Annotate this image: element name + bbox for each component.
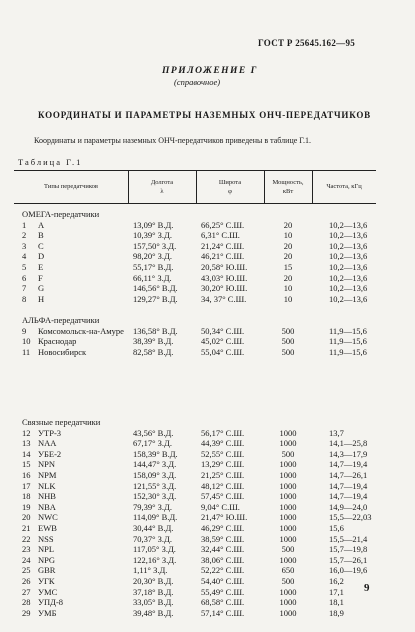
frequency-value: 14,7—19,4 [329, 480, 368, 491]
power-value: 500 [281, 448, 295, 459]
transmitter-name: A [38, 219, 45, 230]
row-number: 17 [22, 480, 31, 491]
power-value: 500 [281, 576, 295, 586]
latitude-value: 9,04° С.Ш. [201, 501, 240, 512]
row-number: 12 [22, 427, 31, 438]
power-value: 1000 [279, 438, 297, 449]
transmitter-name: B [38, 230, 44, 241]
intro-text: Координаты и параметры наземных ОНЧ-передатчиков приведены в таблице Г.1. [34, 136, 311, 145]
power-value: 500 [281, 346, 295, 357]
longitude-value: 79,39° З.Д. [133, 501, 172, 512]
longitude-value: 157,50° З.Д. [133, 240, 177, 251]
appendix-title: ПРИЛОЖЕНИЕ Г [162, 66, 258, 76]
row-number: 8 [22, 293, 27, 304]
latitude-value: 55,04° С.Ш. [201, 346, 245, 357]
transmitter-name: NLK [38, 480, 56, 491]
latitude-value: 45,02° С.Ш. [201, 336, 245, 347]
power-value: 20 [283, 251, 293, 262]
frequency-value: 15,6 [329, 523, 344, 533]
power-value: 500 [281, 336, 295, 347]
latitude-value: 57,45° С.Ш. [201, 491, 245, 502]
frequency-value: 10,2—13,6 [329, 251, 368, 262]
power-value: 10 [283, 293, 293, 304]
longitude-value: 55,17° В.Д. [133, 262, 174, 272]
longitude-value: 136,58° В.Д. [133, 325, 178, 336]
transmitter-name: NSS [38, 533, 54, 544]
frequency-value: 16,0—19,6 [329, 565, 368, 576]
latitude-value: 43,03° Ю.Ш. [201, 272, 248, 283]
transmitter-name: C [38, 240, 44, 251]
latitude-value: 46,29° С.Ш. [201, 523, 245, 533]
longitude-value: 121,55° З.Д. [133, 480, 177, 491]
standard-header: ГОСТ Р 25645.162—95 [258, 38, 356, 48]
transmitter-name: H [38, 293, 45, 304]
longitude-value: 30,44° В.Д. [133, 523, 174, 533]
longitude-value: 66,11° З.Д. [133, 272, 172, 283]
longitude-value: 144,47° З.Д. [133, 459, 177, 470]
frequency-value: 10,2—13,6 [329, 272, 368, 283]
col-header-type: Типы передатчиков [44, 183, 98, 190]
longitude-value: 152,30° З.Д. [133, 491, 177, 502]
latitude-value: 68,58° С.Ш. [201, 597, 245, 608]
latitude-value: 52,55° С.Ш. [201, 448, 245, 459]
group-heading: АЛЬФА-передатчики [22, 315, 100, 325]
transmitter-name: УБЕ-2 [38, 448, 62, 459]
frequency-value: 11,9—15,6 [329, 336, 367, 347]
col-header-power-unit: кВт [282, 188, 294, 195]
power-value: 20 [283, 240, 293, 251]
latitude-value: 48,12° С.Ш. [201, 480, 245, 491]
frequency-value: 10,2—13,6 [329, 230, 368, 241]
latitude-value: 38,59° С.Ш. [201, 533, 245, 544]
transmitter-name: F [38, 272, 43, 283]
transmitter-name: Комсомольск-на-Амуре [38, 325, 124, 336]
transmitter-name: NAA [38, 438, 57, 449]
frequency-value: 14,1—25,8 [329, 438, 368, 449]
row-number: 25 [22, 565, 31, 576]
transmitter-name: УМБ [38, 607, 57, 618]
power-value: 15 [283, 262, 293, 272]
longitude-value: 82,58° В.Д. [133, 346, 174, 357]
latitude-value: 66,25° С.Ш. [201, 219, 245, 230]
frequency-value: 14,7—19,4 [329, 491, 368, 502]
longitude-value: 10,39° З.Д. [133, 230, 172, 241]
longitude-value: 114,09° В.Д. [133, 512, 178, 523]
transmitter-name: NPN [38, 459, 56, 470]
table-label: Таблица Г.1 [18, 157, 83, 167]
transmitter-name: УГК [38, 576, 55, 586]
row-number: 2 [22, 230, 27, 241]
frequency-value: 10,2—13,6 [329, 240, 368, 251]
latitude-value: 21,47° Ю.Ш. [201, 512, 248, 523]
frequency-value: 14,7—19,4 [329, 459, 368, 470]
latitude-value: 44,39° С.Ш. [201, 438, 245, 449]
power-value: 1000 [279, 533, 297, 544]
power-value: 1000 [279, 480, 297, 491]
latitude-value: 34, 37° С.Ш. [201, 293, 247, 304]
latitude-value: 6,31° С.Ш. [201, 230, 240, 241]
frequency-value: 10,2—13,6 [329, 293, 368, 304]
frequency-value: 14,3—17,9 [329, 448, 368, 459]
latitude-value: 46,21° С.Ш. [201, 251, 245, 262]
power-value: 20 [283, 219, 293, 230]
frequency-value: 11,9—15,6 [329, 346, 367, 357]
table-header-rule [14, 203, 376, 204]
page-number: 9 [364, 582, 370, 594]
row-number: 16 [22, 470, 31, 480]
row-number: 18 [22, 491, 31, 502]
power-value: 10 [283, 230, 293, 241]
transmitter-name: NWC [38, 512, 58, 523]
latitude-value: 50,34° С.Ш. [201, 325, 245, 336]
latitude-value: 21,25° С.Ш. [201, 470, 245, 480]
longitude-value: 13,09° В.Д. [133, 219, 174, 230]
col-header-longitude-symbol: λ [160, 188, 164, 195]
row-number: 5 [22, 262, 27, 272]
transmitter-name: E [38, 262, 44, 272]
frequency-value: 17,1 [329, 586, 344, 597]
row-number: 28 [22, 597, 31, 608]
power-value: 650 [281, 565, 295, 576]
longitude-value: 20,30° В.Д. [133, 576, 174, 586]
longitude-value: 67,17° З.Д. [133, 438, 172, 449]
row-number: 14 [22, 448, 31, 459]
latitude-value: 56,17° С.Ш. [201, 427, 245, 438]
power-value: 1000 [279, 554, 297, 565]
frequency-value: 14,7—26,1 [329, 470, 368, 480]
longitude-value: 158,09° З.Д. [133, 470, 177, 480]
row-number: 3 [22, 240, 27, 251]
col-header-latitude-symbol: φ [228, 188, 232, 195]
power-value: 1000 [279, 501, 297, 512]
col-header-frequency: Частота, кГц [326, 183, 362, 190]
col-header-latitude: Широта [218, 179, 242, 186]
row-number: 10 [22, 336, 31, 347]
longitude-value: 1,11° З.Д. [133, 565, 168, 576]
latitude-value: 52,22° С.Ш. [201, 565, 245, 576]
frequency-value: 14,9—24,0 [329, 501, 368, 512]
frequency-value: 18,1 [329, 597, 344, 608]
frequency-value: 15,7—19,8 [329, 544, 368, 555]
longitude-value: 37,18° В.Д. [133, 586, 174, 597]
table-top-rule [14, 170, 376, 171]
group-heading: Связные передатчики [22, 417, 101, 427]
row-number: 23 [22, 544, 31, 555]
frequency-value: 18,9 [329, 607, 344, 618]
power-value: 20 [283, 272, 293, 283]
longitude-value: 33,05° В.Д. [133, 597, 174, 608]
power-value: 1000 [279, 459, 297, 470]
row-number: 15 [22, 459, 31, 470]
transmitter-name: GBR [38, 565, 56, 576]
longitude-value: 43,56° В.Д. [133, 427, 174, 438]
transmitter-name: NPL [38, 544, 55, 555]
longitude-value: 98,20° З.Д. [133, 251, 172, 262]
row-number: 7 [22, 283, 27, 294]
col-header-longitude: Долгота [150, 179, 174, 186]
longitude-value: 70,37° З.Д. [133, 533, 172, 544]
power-value: 10 [283, 283, 293, 294]
power-value: 500 [281, 544, 295, 555]
transmitter-name: NPM [38, 470, 57, 480]
row-number: 24 [22, 554, 31, 565]
longitude-value: 122,16° З.Д. [133, 554, 177, 565]
row-number: 19 [22, 501, 31, 512]
power-value: 1000 [279, 597, 297, 608]
transmitter-name: УМС [38, 586, 58, 597]
row-number: 11 [22, 346, 31, 357]
row-number: 21 [22, 523, 31, 533]
power-value: 1000 [279, 470, 297, 480]
longitude-value: 38,39° В.Д. [133, 336, 174, 347]
latitude-value: 32,44° С.Ш. [201, 544, 245, 555]
section-title: КООРДИНАТЫ И ПАРАМЕТРЫ НАЗЕМНЫХ ОНЧ-ПЕРЕДАТЧИКОВ [38, 110, 371, 120]
longitude-value: 39,48° В.Д. [133, 607, 174, 618]
transmitter-name: G [38, 283, 45, 294]
row-number: 4 [22, 251, 27, 262]
latitude-value: 30,20° Ю.Ш. [201, 283, 248, 294]
row-number: 27 [22, 586, 31, 597]
row-number: 13 [22, 438, 31, 449]
latitude-value: 54,40° С.Ш. [201, 576, 245, 586]
frequency-value: 15,5—21,4 [329, 533, 368, 544]
col-header-power: Мощность, [272, 179, 304, 186]
longitude-value: 117,05° З.Д. [133, 544, 176, 555]
frequency-value: 10,2—13,6 [329, 219, 368, 230]
transmitter-name: Новосибирск [38, 346, 87, 357]
transmitter-name: Краснодар [38, 336, 77, 347]
power-value: 500 [281, 325, 295, 336]
row-number: 9 [22, 325, 27, 336]
frequency-value: 10,2—13,6 [329, 262, 368, 272]
power-value: 1000 [279, 586, 297, 597]
power-value: 1000 [279, 523, 297, 533]
appendix-note: (справочное) [174, 77, 221, 87]
longitude-value: 146,56° В.Д. [133, 283, 178, 294]
frequency-value: 16,2 [329, 576, 344, 586]
row-number: 6 [22, 272, 27, 283]
latitude-value: 13,29° С.Ш. [201, 459, 245, 470]
latitude-value: 38,06° С.Ш. [201, 554, 245, 565]
power-value: 1000 [279, 512, 297, 523]
transmitter-name: УПД-8 [38, 597, 64, 608]
transmitter-name: УТР-3 [38, 427, 62, 438]
power-value: 1000 [279, 491, 297, 502]
transmitter-name: NHB [38, 491, 56, 502]
frequency-value: 15,5—22,03 [329, 512, 372, 523]
group-heading: ОМЕГА-передатчики [22, 209, 100, 219]
row-number: 26 [22, 576, 31, 586]
power-value: 1000 [279, 427, 297, 438]
row-number: 29 [22, 607, 31, 618]
latitude-value: 55,49° С.Ш. [201, 586, 245, 597]
row-number: 1 [22, 219, 27, 230]
power-value: 1000 [279, 607, 297, 618]
frequency-value: 15,7—26,1 [329, 554, 368, 565]
row-number: 22 [22, 533, 31, 544]
longitude-value: 158,39° В.Д. [133, 448, 178, 459]
transmitter-name: D [38, 251, 45, 262]
transmitter-name: NPG [38, 554, 56, 565]
latitude-value: 57,14° С.Ш. [201, 607, 245, 618]
frequency-value: 10,2—13,6 [329, 283, 368, 294]
transmitter-name: NBA [38, 501, 56, 512]
latitude-value: 20,58° Ю.Ш. [201, 262, 248, 272]
longitude-value: 129,27° В.Д. [133, 293, 178, 304]
row-number: 20 [22, 512, 31, 523]
frequency-value: 13,7 [329, 427, 344, 438]
transmitter-name: EWB [38, 523, 57, 533]
latitude-value: 21,24° С.Ш. [201, 240, 245, 251]
frequency-value: 11,9—15,6 [329, 325, 367, 336]
